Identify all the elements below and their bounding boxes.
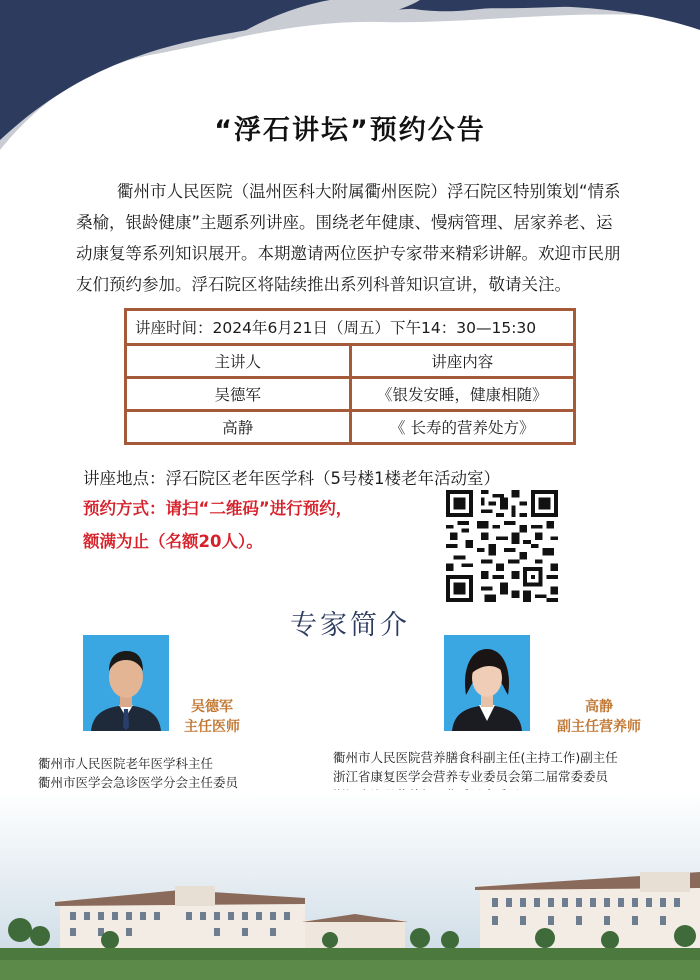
lecture-time: 讲座时间：2024年6月21日（周五）下午14：30—15:30 — [126, 310, 575, 345]
expert-desc-line: 衢州市人民医院老年医学科主任 — [38, 756, 214, 771]
hospital-building-illustration — [0, 790, 700, 980]
intro-line: 衢州市人民医院（温州医科大附属衢州医院）浮石院区特别策划“情系 — [84, 182, 621, 201]
speaker-cell: 高静 — [126, 411, 351, 444]
table-header-topic: 讲座内容 — [350, 345, 575, 378]
intro-line: 友们预约参加。浮石院区将陆续推出系列科普知识宣讲，敬请关注。 — [76, 275, 571, 294]
intro-line: 动康复等系列知识展开。本期邀请两位医护专家带来精彩讲解。欢迎市民朋 — [76, 244, 621, 263]
topic-cell: 《 长寿的营养处方》 — [350, 411, 575, 444]
expert-title: 主任医师 — [184, 719, 240, 735]
expert-name: 吴德军 — [191, 699, 233, 715]
topic-cell: 《银发安睡，健康相随》 — [350, 378, 575, 411]
expert-photo-wu — [83, 635, 169, 731]
expert-desc-wu — [38, 754, 238, 792]
intro-line: 桑榆，银龄健康”主题系列讲座。围绕老年健康、慢病管理、居家养老、运 — [76, 213, 613, 232]
lecture-location: 讲座地点：浮石院区老年医学科（5号楼1楼老年活动室） — [83, 469, 500, 488]
table-header-speaker: 主讲人 — [126, 345, 351, 378]
qr-code[interactable] — [446, 490, 558, 602]
expert-photo-gao — [444, 635, 530, 731]
table-row — [126, 378, 575, 411]
page-title: “浮石讲坛”预约公告 — [214, 115, 486, 146]
expert-desc-line: 衢州市医学会急诊医学分会主任委员 — [38, 775, 239, 790]
expert-desc-line: 衢州市人民医院营养膳食科副主任(主持工作)副主任 — [333, 750, 618, 765]
expert-title: 副主任营养师 — [557, 719, 641, 735]
expert-desc-line: 浙江省康复医学会营养专业委员会第二届常委委员 — [333, 769, 609, 784]
table-row — [126, 411, 575, 444]
expert-name: 高静 — [585, 699, 613, 715]
booking-method: 预约方式：请扫“二维码”进行预约， — [83, 499, 353, 518]
intro-paragraph — [76, 176, 684, 300]
expert-name-wu — [172, 697, 252, 737]
schedule-table — [124, 308, 576, 445]
booking-quota: 额满为止（名额20人）。 — [83, 532, 263, 551]
speaker-cell: 吴德军 — [126, 378, 351, 411]
experts-section-title: 专家简介 — [290, 610, 410, 641]
expert-name-gao — [556, 697, 642, 737]
